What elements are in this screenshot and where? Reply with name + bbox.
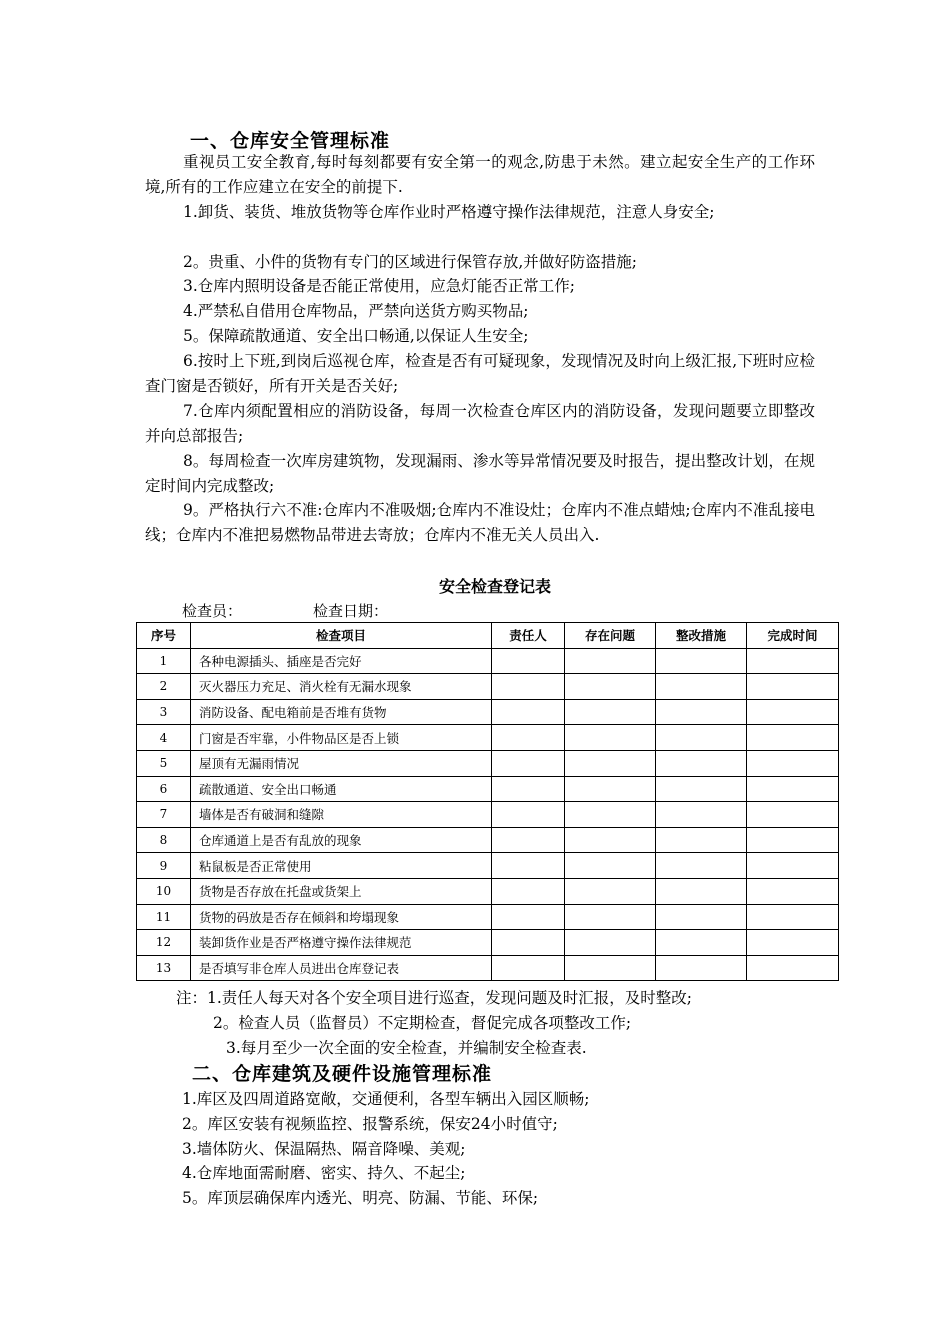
table-row	[137, 776, 839, 802]
cell-completion-time[interactable]	[747, 648, 839, 674]
cell-responsible[interactable]	[492, 878, 565, 904]
cell-issues[interactable]	[565, 648, 656, 674]
cell-responsible[interactable]	[492, 827, 565, 853]
cell-responsible[interactable]	[492, 776, 565, 802]
row-item: 消防设备、配电箱前是否堆有货物	[191, 699, 492, 725]
row-item: 疏散通道、安全出口畅通	[191, 776, 492, 802]
table-row	[137, 802, 839, 828]
row-item: 粘鼠板是否正常使用	[191, 853, 492, 879]
row-no: 7	[137, 802, 191, 828]
cell-responsible[interactable]	[492, 699, 565, 725]
register-title: 安全检查登记表	[438, 577, 551, 596]
header-responsible: 责任人	[492, 623, 565, 649]
cell-responsible[interactable]	[492, 930, 565, 956]
row-no: 12	[137, 930, 191, 956]
cell-completion-time[interactable]	[747, 955, 839, 981]
inspector-label: 检查员：	[182, 602, 243, 620]
cell-responsible[interactable]	[492, 648, 565, 674]
row-item: 仓库通道上是否有乱放的现象	[191, 827, 492, 853]
section2-item-3: 3.墙体防火、保温隔热、隔音降噪、美观;	[182, 1140, 466, 1158]
cell-completion-time[interactable]	[747, 802, 839, 828]
row-item: 货物的码放是否存在倾斜和垮塌现象	[191, 904, 492, 930]
table-header-row	[137, 623, 839, 649]
table-row	[137, 904, 839, 930]
table-row	[137, 750, 839, 776]
table-row	[137, 674, 839, 700]
row-no: 9	[137, 853, 191, 879]
cell-completion-time[interactable]	[747, 827, 839, 853]
cell-responsible[interactable]	[492, 802, 565, 828]
table-row	[137, 853, 839, 879]
table-row	[137, 827, 839, 853]
row-item: 是否填写非仓库人员进出仓库登记表	[191, 955, 492, 981]
cell-completion-time[interactable]	[747, 699, 839, 725]
cell-measures[interactable]	[656, 930, 747, 956]
date-label: 检查日期：	[313, 602, 389, 620]
table-row	[137, 648, 839, 674]
row-no: 2	[137, 674, 191, 700]
row-item: 货物是否存放在托盘或货架上	[191, 878, 492, 904]
cell-issues[interactable]	[565, 699, 656, 725]
header-issues: 存在问题	[565, 623, 656, 649]
cell-issues[interactable]	[565, 827, 656, 853]
cell-measures[interactable]	[656, 648, 747, 674]
section1-item-9: 9。严格执行六不准:仓库内不准吸烟;仓库内不准设灶；仓库内不准点蜡烛;仓库内不准乱接电线；仓库内不准把易燃物品带进去寄放；仓库内不准无关人员出入.	[145, 501, 815, 544]
section1-item-2: 2。贵重、小件的货物有专门的区域进行保管存放,并做好防盗措施;	[183, 253, 638, 271]
cell-completion-time[interactable]	[747, 930, 839, 956]
cell-completion-time[interactable]	[747, 674, 839, 700]
row-item: 灭火器压力充足、消火栓有无漏水现象	[191, 674, 492, 700]
cell-measures[interactable]	[656, 750, 747, 776]
section2-item-4: 4.仓库地面需耐磨、密实、持久、不起尘;	[182, 1164, 466, 1182]
register-note-1: 注：1.责任人每天对各个安全项目进行巡查，发现问题及时汇报，及时整改;	[176, 989, 693, 1007]
row-item: 门窗是否牢靠，小件物品区是否上锁	[191, 725, 492, 751]
section1-item-6: 6.按时上下班,到岗后巡视仓库，检查是否有可疑现象，发现情况及时向上级汇报,下班时应检查门窗是否锁好，所有开关是否关好;	[145, 352, 815, 395]
section1-title: 一、仓库安全管理标准	[190, 130, 391, 152]
cell-responsible[interactable]	[492, 674, 565, 700]
row-no: 11	[137, 904, 191, 930]
table-row	[137, 878, 839, 904]
row-item: 装卸货作业是否严格遵守操作法律规范	[191, 930, 492, 956]
row-no: 13	[137, 955, 191, 981]
row-no: 5	[137, 750, 191, 776]
row-no: 6	[137, 776, 191, 802]
section2-item-1: 1.库区及四周道路宽敞，交通便利，各型车辆出入园区顺畅;	[182, 1090, 590, 1108]
cell-issues[interactable]	[565, 776, 656, 802]
section2-title: 二、仓库建筑及硬件设施管理标准	[192, 1063, 493, 1085]
section1-item-1: 1.卸货、装货、堆放货物等仓库作业时严格遵守操作法律规范，注意人身安全;	[183, 203, 715, 221]
cell-measures[interactable]	[656, 827, 747, 853]
cell-issues[interactable]	[565, 750, 656, 776]
cell-issues[interactable]	[565, 904, 656, 930]
header-no: 序号	[137, 623, 191, 649]
section2-item-2: 2。库区安装有视频监控、报警系统，保安24小时值守;	[182, 1115, 558, 1133]
cell-measures[interactable]	[656, 802, 747, 828]
table-row	[137, 955, 839, 981]
register-note-2: 2。检查人员（监督员）不定期检查，督促完成各项整改工作;	[213, 1014, 632, 1032]
section1-item-8: 8。每周检查一次库房建筑物，发现漏雨、渗水等异常情况要及时报告，提出整改计划，在规定时间内完成整改;	[145, 452, 815, 495]
cell-completion-time[interactable]	[747, 904, 839, 930]
section1-item-3: 3.仓库内照明设备是否能正常使用，应急灯能否正常工作;	[183, 277, 576, 295]
cell-issues[interactable]	[565, 725, 656, 751]
cell-measures[interactable]	[656, 853, 747, 879]
header-measures: 整改措施	[656, 623, 747, 649]
cell-responsible[interactable]	[492, 955, 565, 981]
table-row	[137, 699, 839, 725]
cell-completion-time[interactable]	[747, 776, 839, 802]
cell-issues[interactable]	[565, 930, 656, 956]
cell-completion-time[interactable]	[747, 878, 839, 904]
cell-measures[interactable]	[656, 776, 747, 802]
cell-measures[interactable]	[656, 725, 747, 751]
cell-responsible[interactable]	[492, 904, 565, 930]
cell-responsible[interactable]	[492, 750, 565, 776]
cell-completion-time[interactable]	[747, 853, 839, 879]
header-completion-time: 完成时间	[747, 623, 839, 649]
row-no: 3	[137, 699, 191, 725]
cell-measures[interactable]	[656, 878, 747, 904]
row-item: 各种电源插头、插座是否完好	[191, 648, 492, 674]
cell-measures[interactable]	[656, 699, 747, 725]
cell-measures[interactable]	[656, 955, 747, 981]
cell-responsible[interactable]	[492, 725, 565, 751]
cell-completion-time[interactable]	[747, 725, 839, 751]
section2-item-5: 5。库顶层确保库内透光、明亮、防漏、节能、环保;	[182, 1189, 539, 1207]
inspection-register-table	[136, 622, 839, 981]
section1-item-4: 4.严禁私自借用仓库物品，严禁向送货方购买物品;	[183, 302, 529, 320]
cell-issues[interactable]	[565, 955, 656, 981]
section1-item-5: 5。保障疏散通道、安全出口畅通,以保证人生安全;	[183, 327, 529, 345]
cell-issues[interactable]	[565, 878, 656, 904]
table-row	[137, 930, 839, 956]
cell-measures[interactable]	[656, 674, 747, 700]
header-item: 检查项目	[191, 623, 492, 649]
section1-item-7: 7.仓库内须配置相应的消防设备，每周一次检查仓库区内的消防设备，发现问题要立即整改并向总部报告;	[145, 402, 815, 445]
row-no: 8	[137, 827, 191, 853]
cell-issues[interactable]	[565, 853, 656, 879]
cell-measures[interactable]	[656, 904, 747, 930]
cell-issues[interactable]	[565, 674, 656, 700]
cell-issues[interactable]	[565, 802, 656, 828]
row-item: 屋顶有无漏雨情况	[191, 750, 492, 776]
section1-intro: 重视员工安全教育,每时每刻都要有安全第一的观念,防患于未然。建立起安全生产的工作环境,所有的工作应建立在安全的前提下.	[145, 153, 815, 196]
table-row	[137, 725, 839, 751]
row-no: 1	[137, 648, 191, 674]
cell-responsible[interactable]	[492, 853, 565, 879]
row-no: 4	[137, 725, 191, 751]
row-item: 墙体是否有破洞和缝隙	[191, 802, 492, 828]
cell-completion-time[interactable]	[747, 750, 839, 776]
row-no: 10	[137, 878, 191, 904]
register-note-3: 3.每月至少一次全面的安全检查，并编制安全检查表.	[226, 1039, 587, 1057]
